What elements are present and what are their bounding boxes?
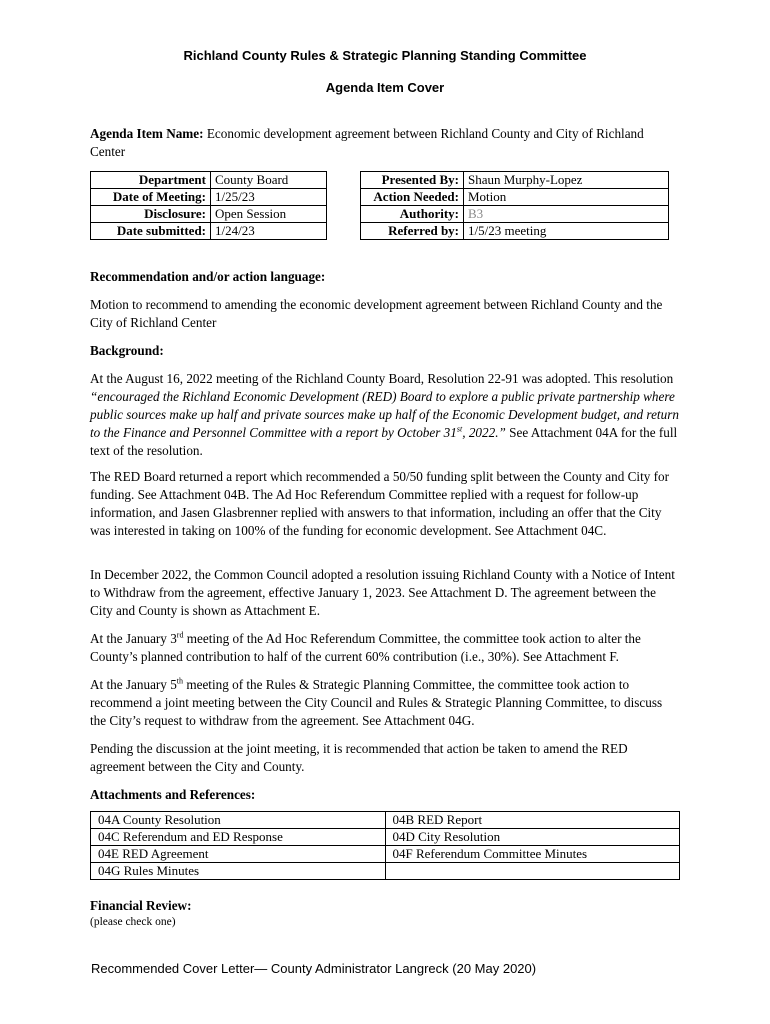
page-subtitle: Agenda Item Cover	[325, 80, 445, 95]
paragraph-text: meeting of the Ad Hoc Referendum Committee, the committee took action to alter the County’s planned contribution to half of the current 60% contribution (i.e., 30%). See Attachment F.	[90, 631, 641, 664]
authority-value: B3	[464, 206, 669, 223]
attachment-cell: 04G Rules Minutes	[91, 863, 386, 880]
background-paragraph-6: Pending the discussion at the joint meeting, it is recommended that action be taken to amend the RED agreement between the City and County.	[90, 741, 628, 774]
agenda-item-name	[90, 125, 680, 161]
attachments-heading: Attachments and References:	[90, 787, 256, 802]
table-row	[91, 812, 680, 829]
paragraph-text: meeting of the Rules & Strategic Planning Committee, the committee took action to recommend a joint meeting between the City Council and Rules & Strategic Planning Committee, to discuss the City’s request to withdraw from the agreement. See Attachment 04G.	[90, 677, 663, 728]
action-needed-label: Action Needed:	[361, 189, 464, 206]
resolution-quote: “encouraged the Richland Economic Development (RED) Board to explore a public private partnership where public sources make up half and private sources make up half of the Economic Development budget, and return to the Finance and Personnel Committee with a report by October 31	[90, 389, 679, 440]
table-gap	[327, 189, 361, 206]
committee-title: Richland County Rules & Strategic Planning Standing Committee	[183, 48, 587, 63]
date-of-meeting-label: Date of Meeting:	[91, 189, 211, 206]
authority-label: Authority:	[361, 206, 464, 223]
ordinal-suffix: st	[456, 424, 463, 434]
background-paragraph-1	[90, 370, 680, 460]
table-row	[91, 206, 669, 223]
financial-review-note: (please check one)	[90, 916, 176, 928]
department-value: County Board	[211, 172, 327, 189]
background-paragraph-4	[90, 630, 680, 666]
agenda-item-value: Economic development agreement between Richland County and City of Richland Center	[90, 126, 644, 159]
referred-by-label: Referred by:	[361, 223, 464, 240]
recommendation-heading: Recommendation and/or action language:	[90, 269, 326, 284]
background-heading: Background:	[90, 343, 164, 358]
attachment-cell: 04D City Resolution	[385, 829, 680, 846]
presented-by-label: Presented By:	[361, 172, 464, 189]
ordinal-suffix: rd	[176, 630, 184, 640]
presented-by-value: Shaun Murphy-Lopez	[464, 172, 669, 189]
attachment-cell: 04C Referendum and ED Response	[91, 829, 386, 846]
background-paragraph-3: In December 2022, the Common Council adopted a resolution issuing Richland County with a Notice of Intent to Withdraw from the agreement, effective January 1, 2023. See Attachment D. The agreement between the City and County is shown as Attachment E.	[90, 567, 675, 618]
info-table	[90, 171, 669, 240]
paragraph-text: At the August 16, 2022 meeting of the Richland County Board, Resolution 22-91 was adopted. This resolution	[90, 371, 674, 386]
disclosure-label: Disclosure:	[91, 206, 211, 223]
table-row	[91, 846, 680, 863]
table-gap	[327, 206, 361, 223]
attachment-cell: 04E RED Agreement	[91, 846, 386, 863]
table-row	[91, 829, 680, 846]
page-footer: Recommended Cover Letter— County Administrator Langreck (20 May 2020)	[91, 961, 537, 976]
disclosure-value: Open Session	[211, 206, 327, 223]
recommendation-text: Motion to recommend to amending the economic development agreement between Richland County and the City of Richland Center	[90, 297, 663, 330]
background-paragraph-2: The RED Board returned a report which recommended a 50/50 funding split between the County and City for funding. See Attachment 04B. The Ad Hoc Referendum Committee replied with a request for follow-up information, and Jasen Glasbrenner replied with answers to that information, including an offer that the City was interested in taking on 100% of the funding for economic development. See Attachment 04C.	[90, 469, 670, 538]
paragraph-text: At the January 5	[90, 677, 177, 692]
department-label: Department	[91, 172, 211, 189]
attachments-table	[90, 811, 680, 880]
table-row	[91, 189, 669, 206]
table-row	[91, 172, 669, 189]
date-submitted-value: 1/24/23	[211, 223, 327, 240]
referred-by-value: 1/5/23 meeting	[464, 223, 669, 240]
table-gap	[327, 223, 361, 240]
date-of-meeting-value: 1/25/23	[211, 189, 327, 206]
paragraph-text: See Attachment 04A for the full text of the resolution.	[90, 425, 678, 458]
background-paragraph-5	[90, 676, 680, 730]
table-row	[91, 863, 680, 880]
attachment-cell: 04F Referendum Committee Minutes	[385, 846, 680, 863]
resolution-quote-end: , 2022.”	[462, 425, 506, 440]
date-submitted-label: Date submitted:	[91, 223, 211, 240]
financial-review-heading: Financial Review:	[90, 898, 192, 913]
table-gap	[327, 172, 361, 189]
paragraph-text: At the January 3	[90, 631, 177, 646]
attachment-cell	[385, 863, 680, 880]
table-row	[91, 223, 669, 240]
attachment-cell: 04A County Resolution	[91, 812, 386, 829]
action-needed-value: Motion	[464, 189, 669, 206]
ordinal-suffix: th	[176, 676, 184, 686]
agenda-item-label: Agenda Item Name:	[90, 126, 204, 141]
attachment-cell: 04B RED Report	[385, 812, 680, 829]
